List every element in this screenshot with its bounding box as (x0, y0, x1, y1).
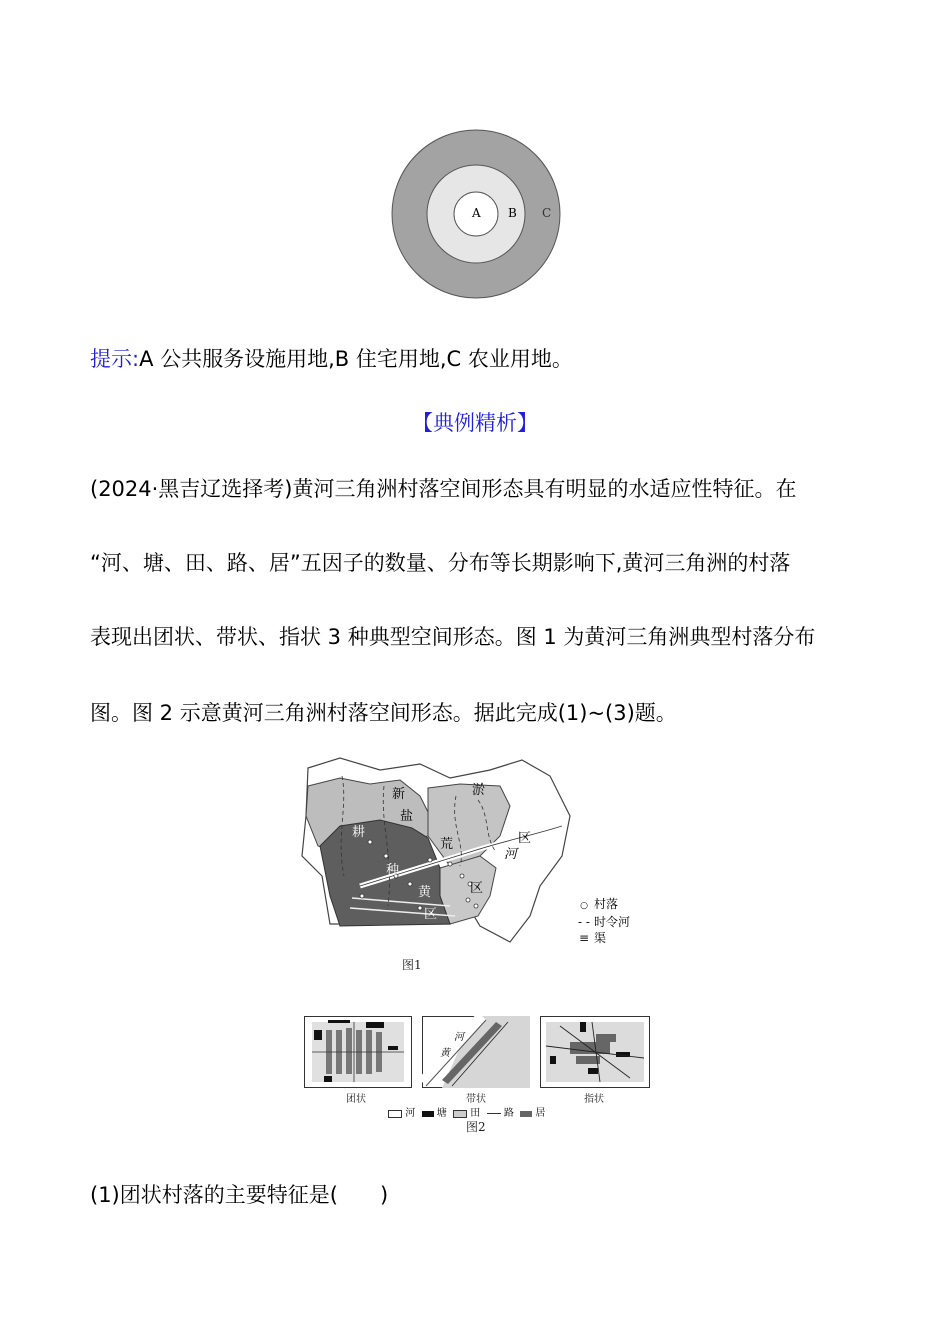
canal-icon: ≡ (578, 931, 590, 945)
panel-label-finger: 指状 (584, 1094, 604, 1105)
ring-label-b: B (508, 206, 517, 220)
ring-label-a: A (472, 206, 481, 220)
problem-line-4: 图。图 2 示意黄河三角洲村落空间形态。据此完成(1)~(3)题。 (90, 701, 677, 725)
figure2-legend (388, 1104, 545, 1119)
ring-label-c: C (542, 206, 552, 220)
legend-road: 路 (487, 1108, 514, 1119)
map-label-10: 区 (424, 907, 438, 922)
figure2-caption: 图2 (466, 1120, 486, 1134)
problem-line-1: (2024·黑吉辽选择考)黄河三角洲村落空间形态具有明显的水适应性特征。在 (90, 477, 797, 501)
hint-text: A 公共服务设施用地,B 住宅用地,C 农业用地。 (139, 347, 573, 371)
village-icon: ○ (580, 901, 588, 911)
map-label-1: 淤 (472, 783, 486, 798)
legend-label-village: 村落 (594, 897, 619, 911)
map-label-4: 荒 (440, 837, 454, 852)
problem-line-3: 表现出团状、带状、指状 3 种典型空间形态。图 1 为黄河三角洲典型村落分布 (90, 625, 816, 649)
legend-item-village (574, 896, 630, 914)
figure1-map (300, 756, 660, 946)
figure1-caption: 图1 (402, 958, 422, 972)
section-title: 【典例精析】 (412, 411, 538, 435)
figure2-panels (304, 1016, 652, 1090)
map-label-9: 区 (470, 881, 484, 896)
hint-prefix: 提示: (90, 347, 140, 371)
map-label-6: 河 (504, 847, 518, 862)
map-label-8: 黄 (418, 885, 432, 900)
land-use-rings-figure (390, 128, 562, 300)
figure1-legend (574, 896, 630, 946)
legend-label-seasonal-river: 时令河 (594, 915, 631, 929)
hint-line (90, 346, 862, 372)
panel-label-belt: 带状 (466, 1094, 486, 1105)
map-label-2: 盐 (400, 809, 414, 824)
map-label-0: 新 (392, 787, 406, 802)
legend-item-canal (574, 930, 630, 946)
panel-clustered (304, 1016, 412, 1088)
map-label-7: 种 (386, 863, 400, 878)
map-label-3: 耕 (352, 825, 366, 840)
legend-pond: 塘 (422, 1108, 447, 1119)
seasonal-river-icon: - - (578, 915, 590, 929)
legend-label-canal: 渠 (594, 931, 607, 945)
panel-belt (422, 1016, 530, 1088)
question-1: (1)团状村落的主要特征是( ) (90, 1183, 389, 1207)
legend-item-seasonal-river (574, 914, 630, 930)
legend-field: 田 (453, 1108, 480, 1119)
legend-river: 河 (388, 1108, 415, 1119)
problem-line-2: “河、塘、田、路、居”五因子的数量、分布等长期影响下,黄河三角洲的村落 (90, 551, 791, 575)
map-label-5: 区 (518, 831, 532, 846)
belt-river-label-1: 河 (454, 1032, 464, 1043)
panel-label-clustered: 团状 (346, 1094, 366, 1105)
legend-residence: 居 (520, 1108, 545, 1119)
panel-finger (540, 1016, 650, 1088)
belt-river-label-2: 黄 (440, 1048, 450, 1059)
